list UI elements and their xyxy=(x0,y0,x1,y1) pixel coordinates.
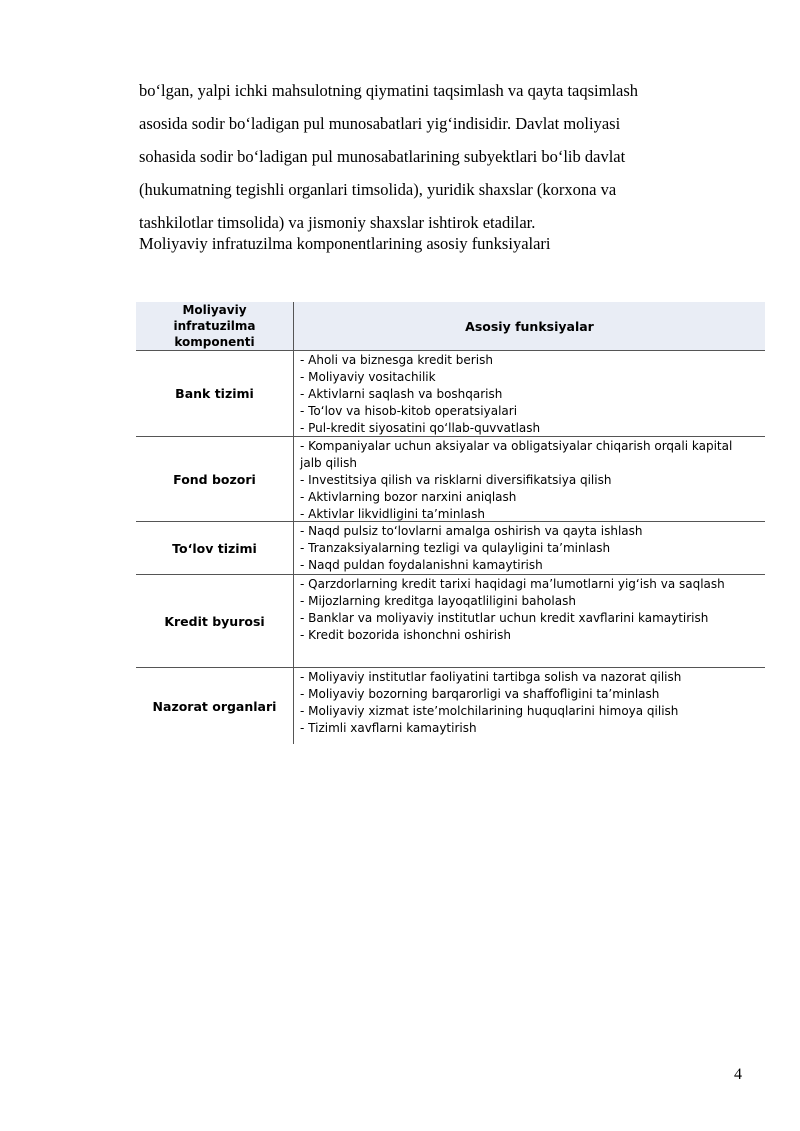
row-functions xyxy=(294,668,765,744)
function-item: - Aholi va biznesga kredit berish xyxy=(300,353,493,367)
header-functions: Asosiy funksiyalar xyxy=(465,318,594,334)
function-item: - Kredit bozorida ishonchni oshirish xyxy=(300,628,511,642)
body-paragraph xyxy=(139,74,739,239)
row-name: Fond bozori xyxy=(136,437,294,521)
table-row-kredit xyxy=(136,575,765,668)
function-item: - Naqd pulsiz to‘lovlarni amalga oshirish va qayta ishlash xyxy=(300,524,643,538)
row-name: To‘lov tizimi xyxy=(136,522,294,574)
paragraph-line: bo‘lgan, yalpi ichki mahsulotning qiymatini taqsimlash va qayta taqsimlash xyxy=(139,81,639,100)
paragraph-line: sohasida sodir bo‘ladigan pul munosabatlarining subyektlari bo‘lib davlat xyxy=(139,147,626,166)
table-caption: Moliyaviy infratuzilma komponentlarining asosiy funksiyalari xyxy=(139,234,551,253)
components-table xyxy=(136,302,765,744)
table-row-fond xyxy=(136,437,765,522)
function-item: - Naqd puldan foydalanishni kamaytirish xyxy=(300,558,543,572)
function-item: - Moliyaviy vositachilik xyxy=(300,370,436,384)
function-item: - Tizimli xavflarni kamaytirish xyxy=(300,721,477,735)
header-component-line: komponenti xyxy=(174,335,255,349)
function-item: - To‘lov va hisob-kitob operatsiyalari xyxy=(300,404,518,418)
function-item: - Kompaniyalar uchun aksiyalar va obligatsiyalar chiqarish orqali kapital xyxy=(300,439,733,453)
function-item: - Tranzaksiyalarning tezligi va qulayligini ta’minlash xyxy=(300,541,611,555)
function-item: - Moliyaviy xizmat iste’molchilarining huquqlarini himoya qilish xyxy=(300,704,679,718)
function-item: - Mijozlarning kreditga layoqatliligini baholash xyxy=(300,594,576,608)
header-component xyxy=(136,302,294,350)
function-item: - Aktivlar likvidligini ta’minlash xyxy=(300,507,485,521)
function-item: - Banklar va moliyaviy institutlar uchun kredit xavflarini kamaytirish xyxy=(300,611,709,625)
page-number: 4 xyxy=(734,1066,742,1083)
function-item: jalb qilish xyxy=(300,456,357,470)
function-item: - Aktivlarni saqlash va boshqarish xyxy=(300,387,503,401)
row-name: Kredit byurosi xyxy=(136,575,294,667)
function-item: - Pul-kredit siyosatini qo‘llab-quvvatlash xyxy=(300,421,541,435)
table-header xyxy=(136,302,765,351)
row-name: Bank tizimi xyxy=(136,351,294,436)
function-item: - Investitsiya qilish va risklarni diversifikatsiya qilish xyxy=(300,473,612,487)
row-functions xyxy=(294,522,765,574)
table-row-nazorat xyxy=(136,668,765,744)
function-item: - Moliyaviy bozorning barqarorligi va shaffofligini ta’minlash xyxy=(300,687,660,701)
header-component-line: Moliyaviy xyxy=(182,303,247,317)
table-row-bank xyxy=(136,351,765,437)
header-component-line: infratuzilma xyxy=(173,319,256,333)
function-item: - Qarzdorlarning kredit tarixi haqidagi ma’lumotlarni yig‘ish va saqlash xyxy=(300,577,725,591)
row-functions xyxy=(294,351,765,436)
function-item: - Aktivlarning bozor narxini aniqlash xyxy=(300,490,517,504)
paragraph-line: (hukumatning tegishli organlari timsolida), yuridik shaxslar (korxona va xyxy=(139,180,617,199)
paragraph-line: asosida sodir bo‘ladigan pul munosabatlari yig‘indisidir. Davlat moliyasi xyxy=(139,114,621,133)
row-functions xyxy=(294,437,765,521)
row-name: Nazorat organlari xyxy=(136,668,294,744)
function-item: - Moliyaviy institutlar faoliyatini tartibga solish va nazorat qilish xyxy=(300,670,682,684)
table-row-tolov xyxy=(136,522,765,575)
row-functions xyxy=(294,575,765,667)
paragraph-line: tashkilotlar timsolida) va jismoniy shaxslar ishtirok etadilar. xyxy=(139,213,536,232)
